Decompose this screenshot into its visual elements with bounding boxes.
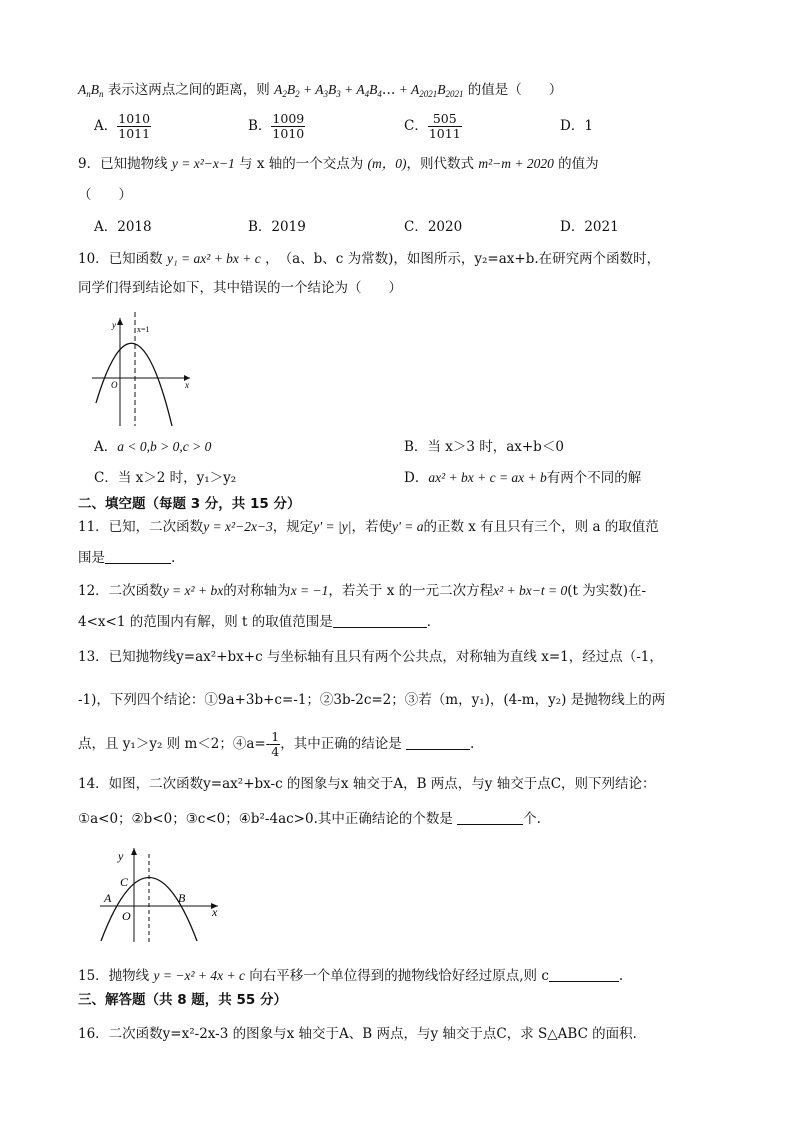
point-a-label: A [104, 891, 112, 905]
q14-stem-line2: ①a<0；②b<0；③c<0；④b²-4ac>0.其中正确结论的个数是 个. [78, 811, 541, 827]
q10-option-d: D．ax² + bx + c = ax + b有两个不同的解 [404, 470, 642, 486]
q8-option-a: A． $\frac{1010}{1011}$ [94, 111, 151, 141]
parabola [96, 343, 172, 426]
answer-blank[interactable] [406, 736, 470, 750]
q12-stem: 12．二次函数y = x² + bx的对称轴为x = −1，若关于 x 的一元二次方程x² + bx−t = 0(t 为实数)在- [78, 583, 647, 599]
point-b-label: B [178, 891, 186, 905]
point-c-label: C [120, 875, 129, 889]
q10-graph [90, 308, 200, 428]
q10-stem: 10．已知函数 y₁ = ax² + bx + c ， （a、b、c 为常数)，如图所示，y₂=ax+b.在研究两个函数时， [78, 251, 661, 267]
q14-stem-line1: 14．如图，二次函数y=ax²+bx-c 的图象与x 轴交于A，B 两点，与y 轴交于点C，则下列结论： [78, 776, 656, 792]
y-axis-arrow [117, 318, 123, 325]
x-label: x [185, 380, 189, 390]
q8-stem: $A_nB_n$ 表示这两点之间的距离，则 $A_2B_2 + A_3B_3$ + $A_4B_4\dots + A_{2021}B_{2021}$ 的值是（ ） [78, 82, 563, 99]
q13-stem-line3: 点，且 y₁＞y₂ 则 m＜2；④a=- $\frac{1}{4}$ ，其中正确的结论是 . [78, 729, 475, 759]
q8-option-c: C． $\frac{505}{1011}$ [404, 111, 461, 141]
answer-blank[interactable] [457, 811, 523, 825]
q10-stem-line2: 同学们得到结论如下，其中错误的一个结论为（ ） [78, 280, 402, 296]
q13-stem-line1: 13．已知抛物线y=ax²+bx+c 与坐标轴有且只有两个公共点，对称轴为直线 x=1，经过点（-1， [78, 649, 663, 665]
q9-paren: （ ） [78, 187, 132, 203]
q9-option-a: A．2018 [94, 219, 152, 235]
q9-option-b: B．2019 [248, 219, 306, 235]
q11-stem-line2: 围是 . [78, 550, 176, 566]
q10-option-a: A．a < 0,b > 0,c > 0 [94, 439, 212, 455]
q9-option-c: C．2020 [404, 219, 463, 235]
q11-stem: 11．已知，二次函数y = x²−2x−3，规定y' = |y|，若使y' = a的正数 x 有且只有三个，则 a 的取值范 [78, 519, 659, 535]
origin-label: O [122, 909, 131, 923]
q9-option-d: D．2021 [560, 219, 619, 235]
section-answer-title: 三、解答题（共 8 题，共 55 分） [78, 992, 287, 1008]
q12-stem-line2: 4<x<1 的范围内有解，则 t 的取值范围是 ． [78, 614, 441, 630]
q14-graph [98, 842, 226, 946]
answer-blank[interactable] [333, 614, 427, 628]
q8-option-d: D．1 [560, 118, 593, 134]
q10-option-b: B．当 x＞3 时，ax+b＜0 [404, 439, 564, 455]
y-axis-arrow [131, 848, 137, 855]
q9-stem: 9．已知抛物线 y = x²−x−1 与 x 轴的一个交点为 (m，0)，则代数式 m²−m + 2020 的值为 [78, 156, 599, 172]
section-fill-in-title: 二、填空题（每题 3 分，共 15 分） [78, 496, 301, 512]
q16-stem: 16．二次函数y=x²-2x-3 的图象与x 轴交于A、B 两点，与y 轴交于点C，求 S△ABC 的面积． [78, 1026, 647, 1042]
symmetry-label: x=1 [137, 325, 150, 334]
answer-blank[interactable] [105, 550, 171, 564]
q15-stem: 15．抛物线 y = −x² + 4x + c 向右平移一个单位得到的抛物线恰好经过原点,则 c . [78, 968, 624, 984]
y-label: y [112, 320, 116, 330]
q10-option-c: C．当 x＞2 时，y₁＞y₂ [94, 470, 237, 486]
x-label: x [212, 905, 218, 919]
origin-label: O [111, 380, 118, 390]
y-label: y [118, 849, 124, 863]
q13-stem-line2: -1)，下列四个结论：①9a+3b+c=-1；②3b-2c=2；③若（m，y₁)，(4-m，y₂) 是抛物线上的两 [78, 692, 666, 708]
q8-option-b: B． $\frac{1009}{1010}$ [248, 111, 305, 141]
answer-blank[interactable] [549, 968, 619, 982]
